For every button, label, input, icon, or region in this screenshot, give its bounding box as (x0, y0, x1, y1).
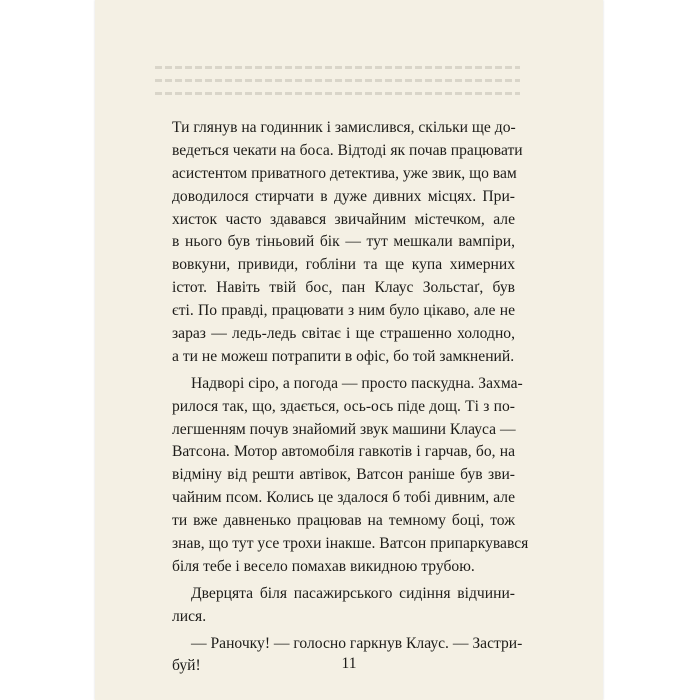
text-line: чайним псом. Колись це здалося б тобі дивним, але (172, 489, 515, 507)
page-number: 11 (341, 655, 357, 672)
text-line: в нього був тіньовий бік — тут мешкали вампіри, (172, 233, 515, 251)
text-line: Ватсона. Мотор автомобіля гавкотів і гарчав, бо, на (172, 443, 515, 461)
text-line: рилося так, що, здається, ось-ось піде дощ. Ті з по- (172, 397, 515, 415)
text-line: біля тебе і весело помахав викидною трубою. (172, 557, 475, 575)
paragraph (172, 117, 523, 369)
text-line: ти вже давненько працював на темному боці, тож (172, 512, 515, 530)
text-line: Надворі сіро, а погода — просто паскудна. Захма- (191, 374, 523, 392)
text-line: Ти глянув на годинник і замислився, скільки ще до- (172, 119, 516, 136)
text-line: відміну від решти автівок, Ватсон раніше був зви- (172, 466, 515, 484)
text-line: а ти не можеш потрапити в офіс, бо той замкнений. (172, 347, 515, 365)
text-line: доводилося стирчати в дуже дивних місцях. При- (172, 187, 515, 205)
text-line: ведеться чекати на боса. Відтоді як почав працювати (172, 141, 523, 159)
text-line: буй! (172, 657, 201, 675)
text-line: знав, що тут усе трохи інакше. Ватсон припаркувався (172, 535, 529, 553)
text-line: істот. Навіть твій бос, пан Клаус Зольстаґ, був (172, 279, 515, 297)
text-line: легшенням почув знайомий звук машини Клауса — (172, 420, 516, 438)
text-line: Дверцята біля пасажирського сидіння відчини- (191, 584, 515, 602)
book-page (95, 0, 603, 700)
text-line: вовкуни, привиди, гобліни та ще купа химерних (172, 256, 515, 274)
text-line: зараз — ледь-ледь світає і ще страшенно холодно, (172, 325, 515, 343)
text-line: — Раночку! — голосно гаркнув Клаус. — Застри- (191, 634, 523, 652)
text-line: лися. (172, 607, 207, 625)
text-line: єті. По правді, працювати з ним було цікаво, але не (172, 302, 515, 320)
paragraph (172, 583, 515, 629)
body-text (172, 117, 529, 678)
text-line: асистентом приватного детектива, уже звик, що вам (172, 164, 517, 182)
paragraph (172, 373, 529, 579)
show-through-text (155, 66, 520, 112)
text-line: хисток часто здавався звичайним містечком, але (172, 210, 515, 228)
